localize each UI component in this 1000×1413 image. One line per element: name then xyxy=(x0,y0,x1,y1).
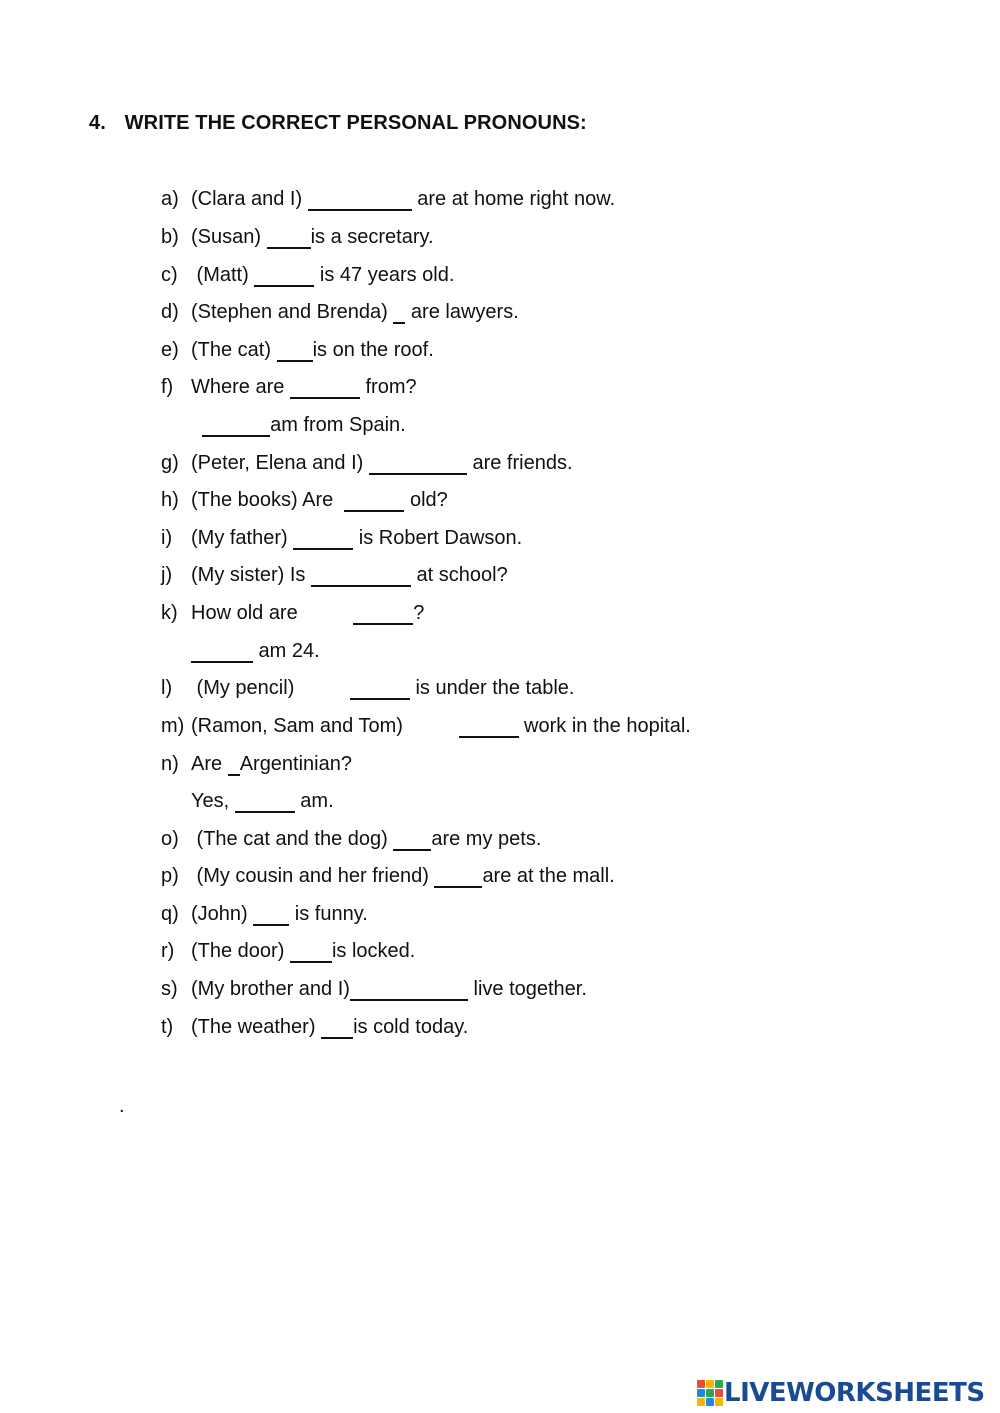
answer-blank[interactable] xyxy=(393,827,431,851)
item-text-before: (Stephen and Brenda) xyxy=(191,301,394,323)
answer-blank[interactable] xyxy=(267,225,311,249)
item-text xyxy=(191,488,448,512)
logo-text: LIVEWORKSHEETS xyxy=(724,1378,985,1408)
answer-blank[interactable] xyxy=(344,488,404,512)
item-text-after: am. xyxy=(294,790,334,812)
item-text xyxy=(191,187,615,211)
answer-blank[interactable] xyxy=(293,526,353,550)
item-text xyxy=(191,263,454,287)
item-text-before: (Peter, Elena and I) xyxy=(191,452,369,474)
item-text xyxy=(191,413,406,437)
item-text-after: is a secretary. xyxy=(310,226,434,248)
answer-blank[interactable] xyxy=(393,300,405,324)
item-text xyxy=(191,902,368,926)
item-text xyxy=(191,639,320,663)
item-text-after: is funny. xyxy=(289,903,368,925)
item-label: r) xyxy=(161,940,175,962)
item-text xyxy=(191,375,417,399)
item-text-after: is 47 years old. xyxy=(314,264,455,286)
item-label: a) xyxy=(161,188,179,210)
logo-mark-icon xyxy=(697,1380,723,1406)
item-text-before: (The door) xyxy=(191,940,290,962)
item-text-before: Yes, xyxy=(191,790,235,812)
item-label: j) xyxy=(161,564,173,586)
item-text-after: is under the table. xyxy=(409,677,575,699)
item-text xyxy=(191,714,691,738)
item-text xyxy=(191,752,352,776)
item-text-after: are lawyers. xyxy=(405,301,519,323)
item-text-after: Argentinian? xyxy=(239,753,352,775)
answer-blank[interactable] xyxy=(254,263,314,287)
answer-blank[interactable] xyxy=(235,789,295,813)
exercise-heading xyxy=(89,112,587,135)
item-text-before: (Clara and I) xyxy=(191,188,308,210)
item-text xyxy=(191,338,434,362)
exercise-title: WRITE THE CORRECT PERSONAL PRONOUNS: xyxy=(124,112,587,134)
item-text xyxy=(191,977,587,1001)
item-label: e) xyxy=(161,339,179,361)
answer-blank[interactable] xyxy=(277,338,313,362)
item-label: n) xyxy=(161,753,179,775)
item-text xyxy=(191,939,415,963)
item-text-after: at school? xyxy=(411,564,508,586)
answer-blank[interactable] xyxy=(308,187,412,211)
item-text-after: am 24. xyxy=(253,640,320,662)
item-text-before: (My brother and I) xyxy=(191,978,350,1000)
item-label: p) xyxy=(161,865,179,887)
item-text-after: old? xyxy=(404,489,448,511)
item-label: m) xyxy=(161,715,185,737)
liveworksheets-logo xyxy=(697,1376,985,1410)
answer-blank[interactable] xyxy=(459,714,519,738)
item-text-after: live together. xyxy=(467,978,587,1000)
item-text-after: are at home right now. xyxy=(411,188,616,210)
answer-blank[interactable] xyxy=(191,639,253,663)
item-text xyxy=(191,789,334,813)
item-text-before: (My father) xyxy=(191,527,294,549)
item-text-before xyxy=(191,414,202,436)
item-label: g) xyxy=(161,452,179,474)
item-text xyxy=(191,526,522,550)
item-text-before: How old are xyxy=(191,602,354,624)
item-text-before: (John) xyxy=(191,903,254,925)
item-text-after: is Robert Dawson. xyxy=(353,527,523,549)
item-text-after: is locked. xyxy=(331,940,416,962)
item-text-after: are my pets. xyxy=(431,828,542,850)
item-text xyxy=(191,225,434,249)
item-text-after: is on the roof. xyxy=(312,339,434,361)
answer-blank[interactable] xyxy=(353,601,413,625)
item-text xyxy=(191,864,615,888)
answer-blank[interactable] xyxy=(434,864,482,888)
item-text-after: from? xyxy=(359,376,417,398)
item-label: h) xyxy=(161,489,179,511)
item-text-after: is cold today. xyxy=(353,1016,469,1038)
item-text-after: am from Spain. xyxy=(270,414,406,436)
item-text xyxy=(191,300,519,324)
item-text-before: (My cousin and her friend) xyxy=(191,865,435,887)
item-label: c) xyxy=(161,264,178,286)
item-label: i) xyxy=(161,527,173,549)
item-text-before: (My pencil) xyxy=(191,677,350,699)
item-text-before: (The books) Are xyxy=(191,489,345,511)
item-text xyxy=(191,451,573,475)
item-text-before: (Ramon, Sam and Tom) xyxy=(191,715,459,737)
item-label: b) xyxy=(161,226,179,248)
item-text-after: work in the hopital. xyxy=(518,715,691,737)
item-label: o) xyxy=(161,828,179,850)
item-text-before: (Susan) xyxy=(191,226,267,248)
item-text-after: ? xyxy=(413,602,425,624)
item-label: f) xyxy=(161,376,174,398)
answer-blank[interactable] xyxy=(350,676,410,700)
item-text-before: (The cat) xyxy=(191,339,277,361)
item-text-before: (Matt) xyxy=(191,264,255,286)
answer-blank[interactable] xyxy=(311,563,411,587)
answer-blank[interactable] xyxy=(290,375,360,399)
item-text xyxy=(191,827,541,851)
exercise-number: 4. xyxy=(89,112,106,134)
item-label: l) xyxy=(161,677,173,699)
answer-blank[interactable] xyxy=(321,1015,353,1039)
item-text-after: are friends. xyxy=(466,452,573,474)
answer-blank[interactable] xyxy=(228,752,240,776)
answer-blank[interactable] xyxy=(290,939,332,963)
item-text xyxy=(191,676,574,700)
answer-blank[interactable] xyxy=(350,977,468,1001)
item-label: q) xyxy=(161,903,179,925)
item-text-after: are at the mall. xyxy=(482,865,615,887)
item-text-before: (The weather) xyxy=(191,1016,322,1038)
item-text-before: (My sister) Is xyxy=(191,564,311,586)
item-label: t) xyxy=(161,1016,174,1038)
answer-blank[interactable] xyxy=(369,451,467,475)
answer-blank[interactable] xyxy=(253,902,289,926)
stray-dot: . xyxy=(119,1095,125,1117)
item-text-before: Are xyxy=(191,753,228,775)
item-text-before: (The cat and the dog) xyxy=(191,828,394,850)
item-text xyxy=(191,601,424,625)
item-label: k) xyxy=(161,602,178,624)
item-label: d) xyxy=(161,301,179,323)
item-text-before: Where are xyxy=(191,376,290,398)
item-text xyxy=(191,1015,468,1039)
item-text xyxy=(191,563,508,587)
item-label: s) xyxy=(161,978,178,1000)
answer-blank[interactable] xyxy=(202,413,270,437)
